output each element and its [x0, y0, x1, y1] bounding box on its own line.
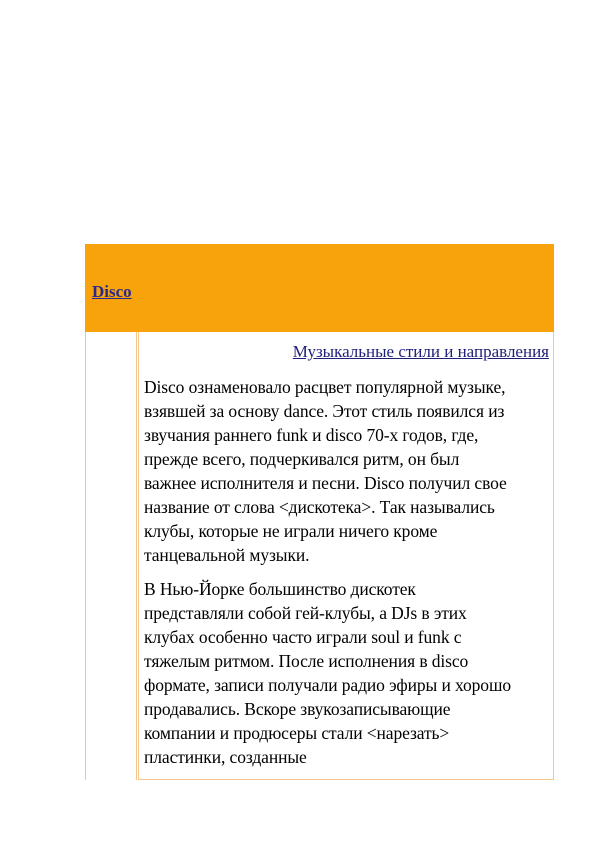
disco-link[interactable]: Disco [92, 282, 132, 301]
left-column [85, 332, 137, 780]
content-table [85, 244, 554, 780]
paragraph-1: Disco ознаменовало расцвет популярной музыке, взявшей за основу dance. Этот стиль появился из звучания раннего funk и disco 70-х годов, где, прежде всего, подчеркивался ритм, он был важнее исполнителя и песни. Disco получил свое название от слова <дискотека>. Так назывались клубы, которые не играли ничего кроме танцевальной музыки. [144, 377, 507, 565]
content-cell [138, 332, 554, 780]
header-bar [85, 244, 554, 332]
paragraph-2: В Нью-Йорке большинство дискотек представляли собой гей-клубы, а DJs в этих клубах особенно часто играли soul и funk с тяжелым ритмом. После исполнения в disco формате, записи получали радио эфиры и хорошо продавались. Вскоре звукозаписывающие компании и продюсеры стали <нарезать> пластинки, созданные [144, 579, 511, 767]
music-styles-link[interactable]: Музыкальные стили и направления [292, 342, 549, 361]
